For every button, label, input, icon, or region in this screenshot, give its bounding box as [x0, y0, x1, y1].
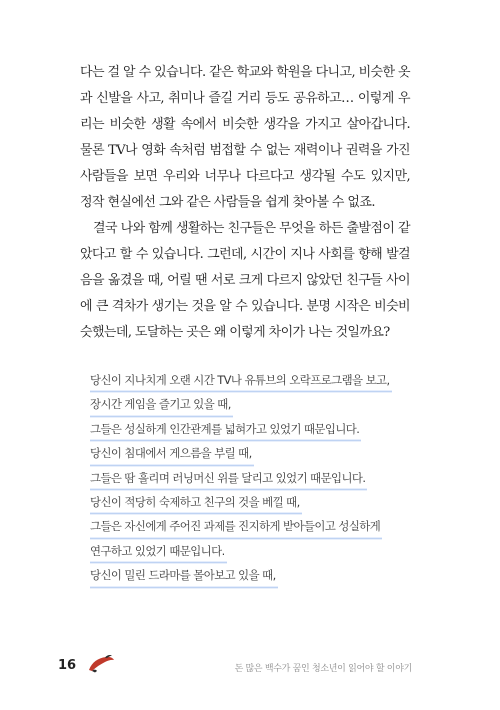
quote-line: 그들은 자신에게 주어진 과제를 진지하게 받아들이고 성실하게	[90, 518, 412, 542]
quote-line: 당신이 밀린 드라마를 몰아보고 있을 때,	[90, 567, 412, 591]
underline	[90, 512, 302, 515]
quote-line: 그들은 땀 흘리며 러닝머신 위를 달리고 있었기 때문입니다.	[90, 470, 412, 494]
bird-logo-icon	[86, 652, 116, 674]
paragraph-2: 결국 나와 함께 생활하는 친구들은 무엇을 하든 출발점이 같았다고 할 수 있습니다. 그런데, 시간이 지나 사회를 향해 발걸음을 옮겼을 때, 어릴 땐 서로 크게 다르지 않았던 친구들 사이에 큰 격차가 생기는 것을 알 수 있습니다. 분명 시작은 비슷비슷했는데, 도달하는 곳은 왜 이렇게 차이가 나는 것일까요?	[80, 221, 410, 340]
body-text	[80, 60, 410, 346]
page-footer	[0, 654, 500, 684]
underline	[90, 561, 227, 564]
quote-line: 장시간 게임을 즐기고 있을 때,	[90, 396, 412, 420]
underline	[90, 439, 361, 442]
underlined-quote-block	[90, 372, 412, 592]
underline	[90, 537, 382, 540]
quote-line: 당신이 적당히 숙제하고 친구의 것을 베낄 때,	[90, 494, 412, 518]
underline	[90, 586, 278, 589]
underline	[90, 390, 392, 393]
paragraph-1: 다는 걸 알 수 있습니다. 같은 학교와 학원을 다니고, 비슷한 옷과 신발을 사고, 취미나 즐길 거리 등도 공유하고… 이렇게 우리는 비슷한 생활 속에서 비슷한 생각을 가지고 살아갑니다. 물론 TV나 영화 속처럼 범접할 수 없는 재력이나 권력을 가진 사람들을 보면 우리와 너무나 다르다고 생각될 수도 있지만, 정작 현실에선 그와 같은 사람들을 쉽게 찾아볼 수 없죠.	[80, 65, 410, 210]
running-title: 돈 많은 백수가 꿈인 청소년이 읽어야 할 이야기	[234, 664, 412, 674]
underline	[90, 488, 367, 491]
quote-line: 당신이 지나치게 오랜 시간 TV나 유튜브의 오락프로그램을 보고,	[90, 372, 412, 396]
quote-line: 연구하고 있었기 때문입니다.	[90, 543, 412, 567]
quote-line: 그들은 성실하게 인간관계를 넓혀가고 있었기 때문입니다.	[90, 421, 412, 445]
quote-line: 당신이 침대에서 게으름을 부릴 때,	[90, 445, 412, 469]
underline	[90, 415, 233, 418]
page-number: 16	[58, 658, 77, 673]
underline	[90, 464, 254, 467]
